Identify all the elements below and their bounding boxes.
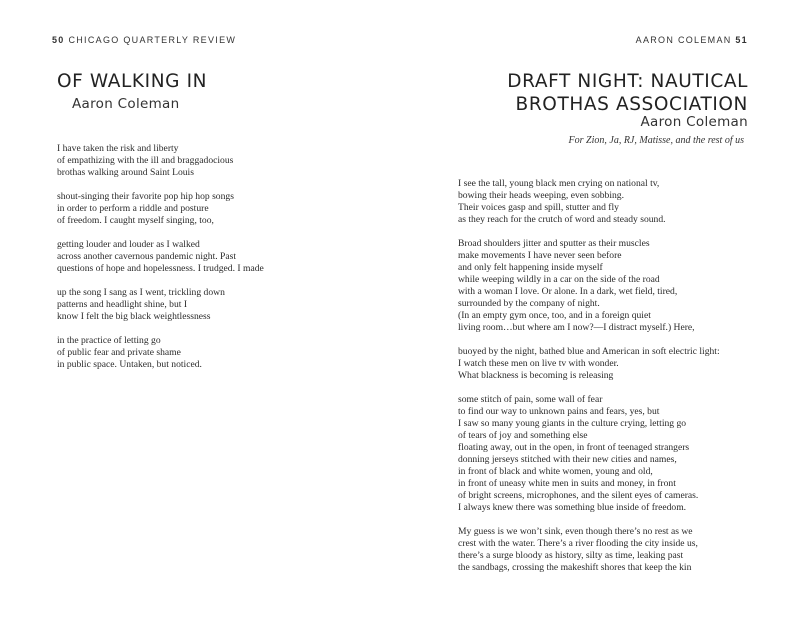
poem-line: questions of hope and hopelessness. I trudged. I made xyxy=(57,263,264,274)
poem-line: donning jerseys stitched with their new cities and names, xyxy=(458,454,677,465)
poem-line: of bright screens, microphones, and the silent eyes of cameras. xyxy=(458,490,699,501)
poem-line: Their voices gasp and spill, stutter and fly xyxy=(458,202,619,213)
page-number-left: 50 xyxy=(52,35,65,45)
poem-line: of tears of joy and something else xyxy=(458,430,588,441)
stanza xyxy=(458,238,778,334)
poem-line: in the practice of letting go xyxy=(57,335,161,346)
poem-line: know I felt the big black weightlessness xyxy=(57,311,211,322)
stanza xyxy=(57,143,357,179)
poem-line: I watch these men on live tv with wonder. xyxy=(458,358,619,369)
stanza xyxy=(57,287,357,323)
poem-line: surrounded by the company of night. xyxy=(458,298,600,309)
stanza xyxy=(458,346,778,382)
poem-line: of public fear and private shame xyxy=(57,347,181,358)
poem-line: the sandbags, crossing the makeshift shores that keep the kin xyxy=(458,562,692,573)
poem-line: across another cavernous pandemic night. Past xyxy=(57,251,237,262)
poem-line: living room…but where am I now?—I distract myself.) Here, xyxy=(458,322,695,333)
poem-line: floating away, out in the open, in front of teenaged strangers xyxy=(458,442,690,453)
stanza xyxy=(57,335,357,371)
page-number-right: 51 xyxy=(735,35,748,45)
poem-title-line: OF WALKING IN xyxy=(57,71,208,92)
poem-line: up the song I sang as I went, trickling down xyxy=(57,287,225,298)
stanza xyxy=(57,239,357,275)
poem-line: I saw so many young giants in the culture crying, letting go xyxy=(458,418,687,429)
poem-line: make movements I have never seen before xyxy=(458,250,622,261)
poem-line: I see the tall, young black men crying on national tv, xyxy=(458,178,660,189)
poem-line: and only felt happening inside myself xyxy=(458,262,603,273)
poem-body-left xyxy=(57,143,357,371)
poem-title-line: DRAFT NIGHT: NAUTICAL xyxy=(507,71,748,92)
poem-body-right xyxy=(458,178,778,574)
poem-line: while weeping wildly in a car on the side of the road xyxy=(458,274,660,285)
poem-line: in order to perform a riddle and posture xyxy=(57,203,209,214)
poem-title-right xyxy=(507,70,748,116)
poem-line: of empathizing with the ill and braggadocious xyxy=(57,155,234,166)
poem-line: shout-singing their favorite pop hip hop songs xyxy=(57,191,234,202)
dedication: For Zion, Ja, RJ, Matisse, and the rest of us xyxy=(568,135,744,146)
author-left: Aaron Coleman xyxy=(72,96,180,112)
running-head-left xyxy=(52,35,236,45)
poem-line: My guess is we won’t sink, even though there’s no rest as we xyxy=(458,526,693,537)
author-right: Aaron Coleman xyxy=(640,114,748,130)
stanza xyxy=(458,394,778,514)
stanza xyxy=(57,191,357,227)
journal-name: CHICAGO QUARTERLY REVIEW xyxy=(68,35,237,45)
running-head-right xyxy=(636,35,748,45)
poem-line: Broad shoulders jitter and sputter as their muscles xyxy=(458,238,650,249)
poem-line: of freedom. I caught myself singing, too, xyxy=(57,215,214,226)
poem-line: What blackness is becoming is releasing xyxy=(458,370,614,381)
stanza xyxy=(458,526,778,574)
poem-line: in front of black and white women, young and old, xyxy=(458,466,653,477)
poem-line: I have taken the risk and liberty xyxy=(57,143,179,154)
poem-line: bowing their heads weeping, even sobbing. xyxy=(458,190,624,201)
poem-line: in public space. Untaken, but noticed. xyxy=(57,359,202,370)
poem-line: in front of uneasy white men in suits and money, in front xyxy=(458,478,676,489)
poem-line: patterns and headlight shine, but I xyxy=(57,299,188,310)
poem-line: with a woman I love. Or alone. In a dark, wet field, tired, xyxy=(458,286,678,297)
poem-title-line: BROTHAS ASSOCIATION xyxy=(515,94,748,115)
author-name-header: AARON COLEMAN xyxy=(635,35,732,45)
stanza xyxy=(458,178,778,226)
poem-line: brothas walking around Saint Louis xyxy=(57,167,194,178)
poem-line: to find our way to unknown pains and fears, yes, but xyxy=(458,406,660,417)
poem-line: there’s a surge bloody as history, silty as time, leaking past xyxy=(458,550,684,561)
poem-line: getting louder and louder as I walked xyxy=(57,239,200,250)
poem-title-left xyxy=(57,70,207,93)
poem-line: (In an empty gym once, too, and in a foreign quiet xyxy=(458,310,651,321)
poem-line: buoyed by the night, bathed blue and American in soft electric light: xyxy=(458,346,720,357)
poem-line: crest with the water. There’s a river flooding the city inside us, xyxy=(458,538,698,549)
poem-line: as they reach for the crutch of word and steady sound. xyxy=(458,214,666,225)
right-page xyxy=(400,0,800,618)
poem-line: I always knew there was something blue inside of freedom. xyxy=(458,502,687,513)
poem-line: some stitch of pain, some wall of fear xyxy=(458,394,603,405)
